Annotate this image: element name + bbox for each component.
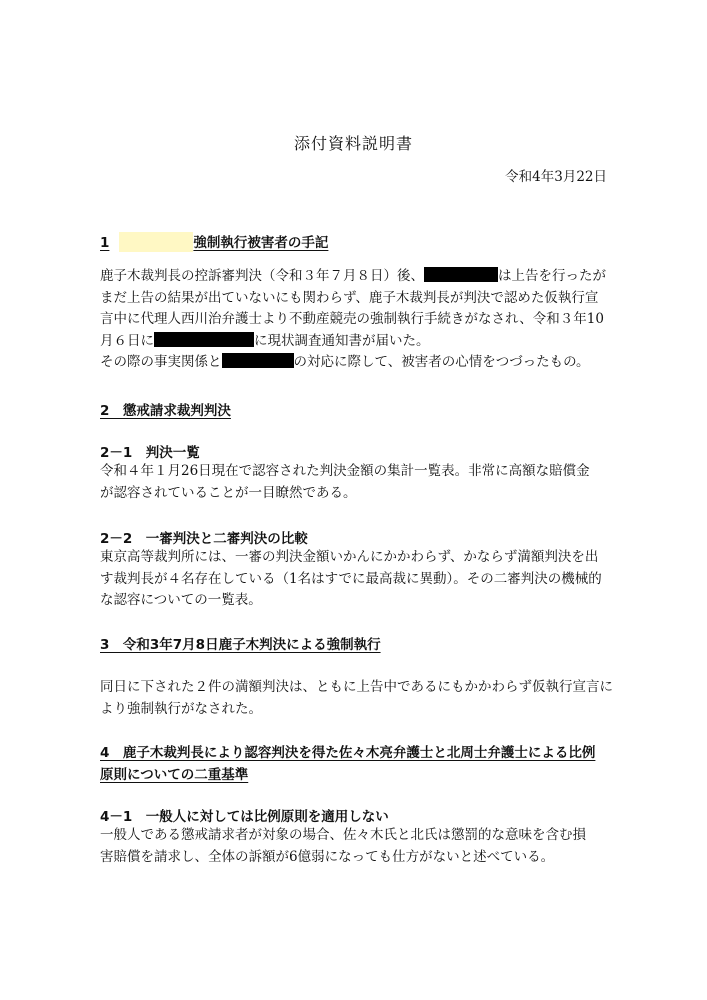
text-line: が認容されていることが一目瞭然である。 xyxy=(100,484,357,501)
section-4-1-paragraph xyxy=(100,825,610,868)
text-line: 令和４年１月26日現在で認容された判決金額の集計一覧表。非常に高額な賠償金 xyxy=(100,463,590,479)
text-line: より強制執行がなされた。 xyxy=(100,700,262,717)
text-line: 同日に下された２件の満額判決は、ともに上告中であるにもかかわらず仮執行宣言に xyxy=(100,679,613,695)
text-line: 一般人である懲戒請求者が対象の場合、佐々木氏と北氏は懲罰的な意味を含む損 xyxy=(100,827,586,843)
section-1-title: 強制執行被害者の手記 xyxy=(193,235,329,251)
section-1-number: 1 xyxy=(100,235,110,251)
section-2-heading: 2 懲戒請求裁判判決 xyxy=(100,403,231,419)
highlighted-redaction xyxy=(119,232,193,252)
section-4-heading-line-2: 原則についての二重基準 xyxy=(100,767,249,783)
section-2-2-heading: 2－2 一審判決と二審判決の比較 xyxy=(100,531,308,547)
section-2-1-heading: 2－1 判決一覧 xyxy=(100,445,200,461)
text-line: 害賠償を請求し、全体の訴額が6億弱になっても仕方がないと述べている。 xyxy=(100,848,555,865)
section-3-heading: 3 令和3年7月8日鹿子木判決による強制執行 xyxy=(100,637,381,653)
text-segment: の対応に際して、被害者の心情をつづったもの。 xyxy=(293,354,590,370)
text-segment: その際の事実関係と xyxy=(100,354,222,370)
redaction-block xyxy=(222,353,294,368)
text-line: な認容についての一覧表。 xyxy=(100,592,262,608)
redaction-block xyxy=(424,267,498,282)
text-line: 東京高等裁判所には、一審の判決金額いかんにかかわらず、かならず満額判決を出 xyxy=(100,549,599,565)
section-4-heading-line-1: 4 鹿子木裁判長により認容判決を得た佐々木亮弁護士と北周士弁護士による比例 xyxy=(100,745,596,761)
document-date: 令和4年3月22日 xyxy=(505,169,607,185)
section-2-1-paragraph xyxy=(100,461,610,504)
document-title: 添付資料説明書 xyxy=(293,134,413,153)
text-segment: は上告を行ったが xyxy=(498,268,606,284)
section-1-heading xyxy=(100,231,328,252)
text-line: す裁判長が４名存在している（1名はすでに最高裁に異動）。その二審判決の機械的 xyxy=(100,570,602,587)
text-segment: 鹿子木裁判長の控訴審判決（令和３年７月８日）後、 xyxy=(100,268,424,284)
section-2-2-paragraph xyxy=(100,547,610,612)
text-segment: に現状調査通知書が届いた。 xyxy=(254,332,430,349)
text-line: 言中に代理人西川治弁護士より不動産競売の強制執行手続きがなされ、令和３年10 xyxy=(100,311,604,327)
section-3-paragraph xyxy=(100,677,613,720)
text-segment: 月６日に xyxy=(100,332,154,349)
section-1-paragraph-1 xyxy=(100,266,610,374)
section-4-1-heading: 4－1 一般人に対しては比例原則を適用しない xyxy=(100,809,389,825)
redaction-block xyxy=(154,332,254,347)
text-line: まだ上告の結果が出ていないにも関わらず、鹿子木裁判長が判決で認めた仮執行宣 xyxy=(100,289,599,306)
